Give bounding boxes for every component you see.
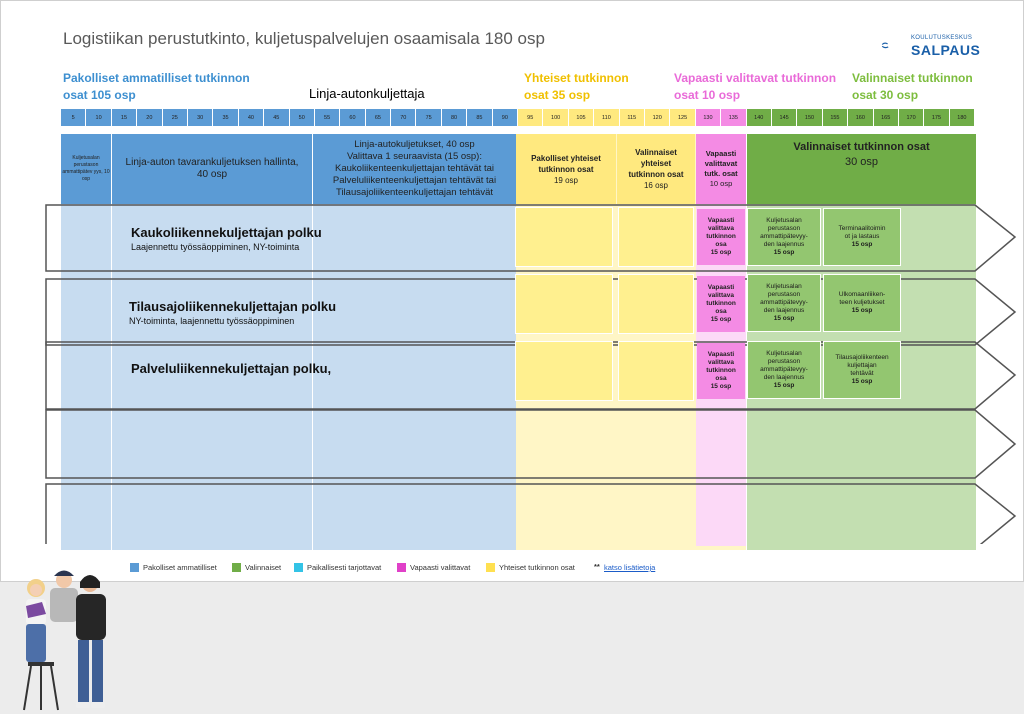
legend-label-free: Vapaasti valittavat [410,563,471,572]
scale-cell: 5 [61,109,86,126]
salpaus-logo-icon [881,33,911,59]
legend-more-info-link[interactable]: katso lisätietoja [604,563,656,572]
header-free-choice: Vapaasti valittavat tutk. osat 10 osp [696,134,746,204]
scale-cell: 90 [493,109,518,126]
scale-cell: 180 [950,109,975,126]
legend-swatch-mandatory [130,563,139,572]
category-free: Vapaasti valittavat tutkinnon osat 10 osp [674,71,837,102]
path-2-free-box: Vapaasti valittava tutkinnon osa 15 osp [697,276,745,332]
legend-label-common: Yhteiset tutkinnon osat [499,563,575,572]
scale-cell: 40 [239,109,264,126]
path-3-optional-1: Kuljetusalan perustason ammattipätevyy- den laajennus 15 osp [747,341,821,399]
scale-cell: 30 [188,109,213,126]
path-2-name: Tilausajoliikennekuljettajan polku [129,299,337,314]
logo-top-text: KOULUTUSKESKUS [911,35,973,41]
path-2-sub: NY-toiminta, laajennettu työssäoppiminen [129,316,295,326]
path-3-optional-2: Tilausajoliikenteen kuljettajan tehtävät 15 osp [823,341,901,399]
scale-cell: 160 [848,109,873,126]
path-2-optional-1: Kuljetusalan perustason ammattipätevyy- den laajennus 15 osp [747,274,821,332]
category-mandatory: Pakolliset ammatilliset tutkinnon osat 105 osp [63,71,250,102]
scale-cell: 95 [518,109,543,126]
scale-cell: 110 [594,109,619,126]
scale-cell: 175 [924,109,949,126]
scale-cell: 45 [264,109,289,126]
scale-cell: 165 [874,109,899,126]
scale-cell: 125 [670,109,695,126]
path-3-optional-common-box [618,341,694,401]
legend-swatch-local [294,563,303,572]
scale-cell: 100 [543,109,568,126]
scale-cell: 10 [86,109,111,126]
scale-cell: 70 [391,109,416,126]
category-common: Yhteiset tutkinnon osat 35 osp [524,71,629,102]
scale-cell: 145 [772,109,797,126]
path-1-optional-common-box [618,207,694,267]
header-optional-common: Valinnaiset yhteiset tutkinnon osat 16 osp [617,134,695,204]
path-1-mandatory-common-box [515,207,613,267]
path-2-optional-common-box [618,274,694,334]
legend-label-mandatory: Pakolliset ammatilliset [143,563,217,572]
header-optional-units: Valinnaiset tutkinnon osat 30 osp [747,134,976,204]
scale-cell: 155 [823,109,848,126]
scale-cell: 35 [213,109,238,126]
scale-cell: 15 [112,109,137,126]
header-mandatory-common: Pakolliset yhteiset tutkinnon osat 19 osp [516,134,616,204]
path-1-free-box: Vapaasti valittava tutkinnon osa 15 osp [697,209,745,265]
scale-cell: 135 [721,109,746,126]
students-illustration-icon [14,566,114,712]
scale-cell: 105 [569,109,594,126]
scale-cell: 130 [696,109,721,126]
path-3-free-box: Vapaasti valittava tutkinnon osa 15 osp [697,343,745,399]
path-1-optional-1: Kuljetusalan perustason ammattipätevyy- den laajennus 15 osp [747,208,821,266]
category-optional: Valinnaiset tutkinnon osat 30 osp [852,71,973,102]
scale-cell: 50 [290,109,315,126]
path-3-name: Palveluliikennekuljettajan polku, [131,361,332,376]
scale-cell: 55 [315,109,340,126]
header-freight: Linja-auton tavarankuljetuksen hallinta, 40 osp [112,134,312,204]
path-3-mandatory-common-box [515,341,613,401]
path-2-optional-2: Ulkomaanliiken- teen kuljetukset 15 osp [823,274,901,332]
osp-scale [61,109,975,126]
path-1-name: Kaukoliikennekuljettajan polku [131,225,322,240]
legend-swatch-common [486,563,495,572]
scale-cell: 20 [137,109,162,126]
legend-swatch-optional [232,563,241,572]
scale-cell: 25 [163,109,188,126]
scale-cell: 140 [747,109,772,126]
scale-cell: 80 [442,109,467,126]
header-bus-transport: Linja-autokuljetukset, 40 osp Valittava 1 seuraavista (15 osp): Kaukoliikenteenkuljettajan tehtävät tai Palveluliikenteenkuljettajan tehtävät tai Tilausajoliikenteenkuljettajan tehtävät [313,134,516,204]
scale-cell: 75 [416,109,441,126]
legend-label-local: Paikallisesti tarjottavat [307,563,382,572]
legend-note-prefix: ** [594,562,600,571]
legend-swatch-free [397,563,406,572]
scale-cell: 120 [645,109,670,126]
page-title: Logistiikan perustutkinto, kuljetuspalvelujen osaamisala 180 osp [63,29,545,48]
path-1-optional-2: Terminaalitoimin ot ja lastaus 15 osp [823,208,901,266]
header-professional-competence: Kuljetusalan perustason ammattipätev yys, 10 osp [61,134,111,204]
path-1-sub: Laajennettu työssäoppiminen, NY-toiminta [131,242,300,252]
scale-cell: 150 [797,109,822,126]
scale-cell: 115 [620,109,645,126]
legend-label-optional: Valinnaiset [245,563,282,572]
scale-cell: 85 [467,109,492,126]
scale-cell: 65 [366,109,391,126]
scale-cell: 170 [899,109,924,126]
logo-main-text: SALPAUS [911,42,981,58]
scale-cell: 60 [340,109,365,126]
path-2-mandatory-common-box [515,274,613,334]
middle-title: Linja-autonkuljettaja [309,86,425,101]
